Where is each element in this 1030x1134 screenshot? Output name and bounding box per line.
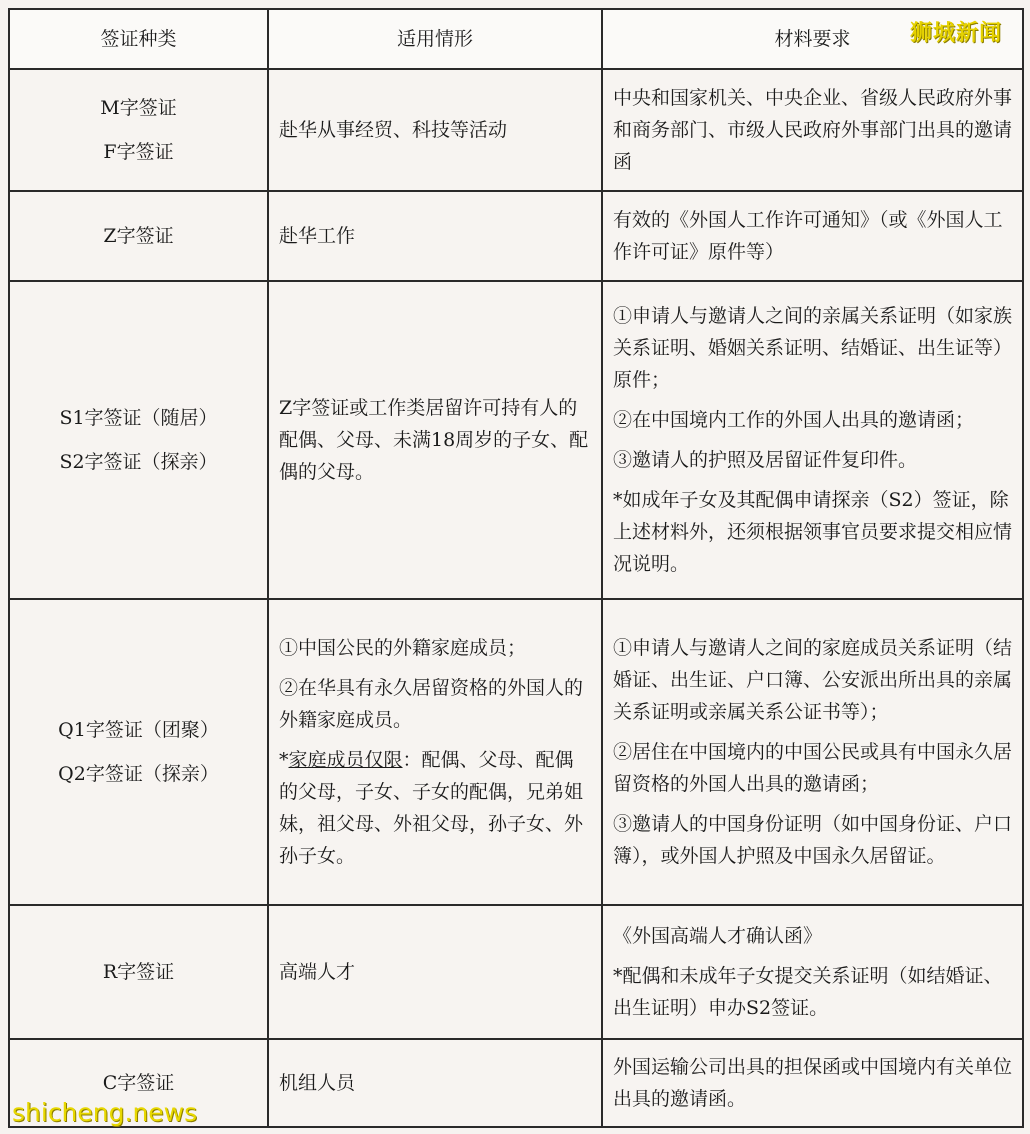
- situation-text: ①中国公民的外籍家庭成员；: [279, 637, 527, 659]
- table-row: [9, 191, 1023, 281]
- table-header-row: [9, 9, 1023, 69]
- materials-note: *配偶和未成年子女提交关系证明（如结婚证、出生证明）申办S2签证。: [613, 965, 1003, 1019]
- situation-text: 机组人员: [279, 1072, 356, 1094]
- visa-type-cell: [9, 599, 268, 905]
- table-row: [9, 69, 1023, 191]
- materials-text: ①申请人与邀请人之间的家庭成员关系证明（结婚证、出生证、户口簿、公安派出所出具的亲属关系证明或亲属关系公证书等）；: [613, 637, 1013, 723]
- situation-cell: [268, 69, 602, 191]
- materials-cell: [602, 69, 1023, 191]
- materials-cell: [602, 1039, 1023, 1127]
- materials-text: 《外国高端人才确认函》: [613, 925, 823, 947]
- situation-cell: [268, 191, 602, 281]
- visa-type: Q2字签证（探亲）: [58, 763, 219, 785]
- materials-text: 中央和国家机关、中央企业、省级人民政府外事和商务部门、市级人民政府外事部门出具的邀请函: [613, 87, 1013, 173]
- note-rest: ：配偶、父母、配偶的父母，子女、子女的配偶，兄弟姐妹，祖父母、外祖父母，孙子女、外孙子女。: [279, 749, 584, 867]
- visa-type: Z字签证: [103, 225, 174, 247]
- visa-type: F字签证: [103, 141, 174, 163]
- situation-cell: [268, 599, 602, 905]
- materials-note: *如成年子女及其配偶申请探亲（S2）签证，除上述材料外，还须根据领事官员要求提交相应情况说明。: [613, 489, 1013, 575]
- table-row: [9, 905, 1023, 1039]
- visa-type: R字签证: [102, 961, 175, 983]
- watermark-logo-bottom: shicheng.news: [12, 1098, 198, 1127]
- visa-type: S2字签证（探亲）: [59, 451, 218, 473]
- materials-text: 有效的《外国人工作许可通知》（或《外国人工作许可证》原件等）: [613, 209, 1003, 263]
- situation-cell: [268, 905, 602, 1039]
- materials-text: ③邀请人的中国身份证明（如中国身份证、户口簿），或外国人护照及中国永久居留证。: [613, 813, 1013, 867]
- situation-cell: [268, 281, 602, 599]
- family-members-note: [279, 744, 591, 872]
- situation-cell: [268, 1039, 602, 1127]
- visa-type: S1字签证（随居）: [59, 407, 218, 429]
- visa-type: M字签证: [100, 97, 177, 119]
- situation-text: 赴华从事经贸、科技等活动: [279, 119, 508, 141]
- note-prefix: *: [279, 749, 289, 771]
- materials-text: ②居住在中国境内的中国公民或具有中国永久居留资格的外国人出具的邀请函；: [613, 741, 1013, 795]
- materials-text: ②在中国境内工作的外国人出具的邀请函；: [613, 409, 975, 431]
- header-materials: 材料要求: [602, 9, 1023, 69]
- materials-cell: [602, 905, 1023, 1039]
- visa-requirements-table: [8, 8, 1024, 1128]
- materials-cell: [602, 281, 1023, 599]
- visa-type-cell: [9, 281, 268, 599]
- table-row: [9, 281, 1023, 599]
- header-visa-type: 签证种类: [9, 9, 268, 69]
- situation-text: 高端人才: [279, 961, 356, 983]
- situation-text: Z字签证或工作类居留许可持有人的配偶、父母、未满18周岁的子女、配偶的父母。: [279, 397, 589, 483]
- visa-type-cell: [9, 905, 268, 1039]
- note-underlined: 家庭成员仅限: [288, 749, 403, 771]
- visa-type-cell: [9, 69, 268, 191]
- header-situation: 适用情形: [268, 9, 602, 69]
- materials-text: 外国运输公司出具的担保函或中国境内有关单位出具的邀请函。: [613, 1056, 1013, 1110]
- materials-text: ③邀请人的护照及居留证件复印件。: [613, 449, 918, 471]
- materials-text: ①申请人与邀请人之间的亲属关系证明（如家族关系证明、婚姻关系证明、结婚证、出生证等）原件；: [613, 305, 1013, 391]
- situation-text: 赴华工作: [279, 225, 356, 247]
- situation-text: ②在华具有永久居留资格的外国人的外籍家庭成员。: [279, 677, 584, 731]
- visa-type: C字签证: [102, 1072, 175, 1094]
- table-row: [9, 599, 1023, 905]
- visa-type-cell: [9, 191, 268, 281]
- visa-type: Q1字签证（团聚）: [58, 719, 219, 741]
- materials-cell: [602, 599, 1023, 905]
- materials-cell: [602, 191, 1023, 281]
- watermark-logo-top: 狮城新闻: [910, 21, 1003, 46]
